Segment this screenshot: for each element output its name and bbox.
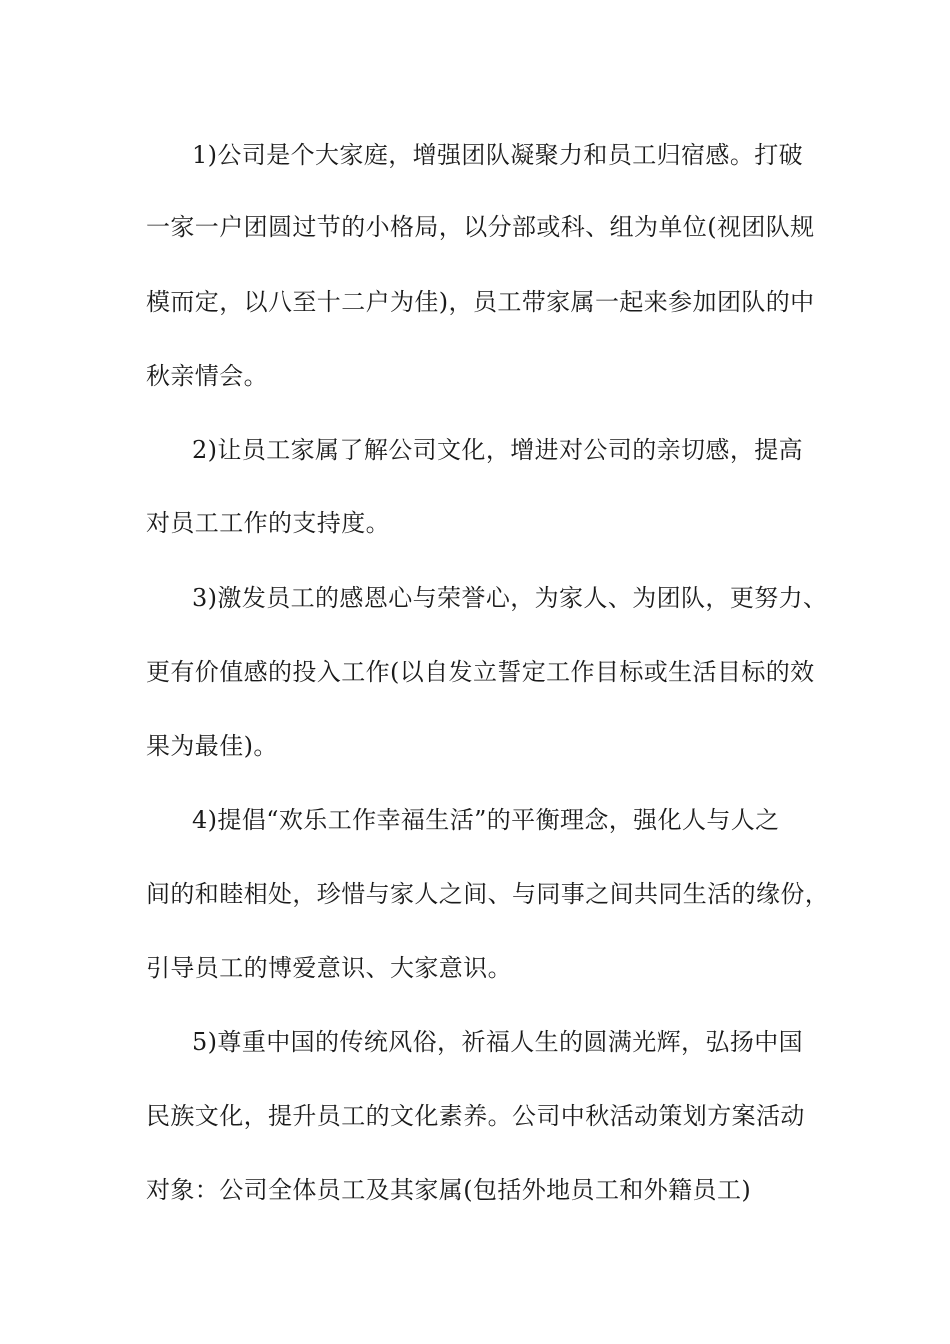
paragraph-3-line-3: 果为最佳)。: [146, 732, 278, 760]
paragraph-1-line-3: 模而定，以八至十二户为佳)，员工带家属一起来参加团队的中: [146, 288, 815, 316]
paragraph-4-line-2: 间的和睦相处，珍惜与家人之间、与同事之间共同生活的缘份，: [146, 880, 830, 908]
paragraph-4-line-3: 引导员工的博爱意识、大家意识。: [146, 954, 512, 982]
paragraph-3-line-2: 更有价值感的投入工作(以自发立誓定工作目标或生活目标的效: [146, 658, 815, 686]
paragraph-1-line-4: 秋亲情会。: [146, 362, 268, 390]
paragraph-4-line-1: 4)提倡“欢乐工作幸福生活”的平衡理念，强化人与人之: [192, 806, 780, 834]
paragraph-5-line-2: 民族文化，提升员工的文化素养。公司中秋活动策划方案活动: [146, 1102, 805, 1130]
paragraph-2-line-2: 对员工工作的支持度。: [146, 509, 390, 537]
paragraph-5-line-1: 5)尊重中国的传统风俗，祈福人生的圆满光辉，弘扬中国: [192, 1028, 804, 1056]
paragraph-1-line-2: 一家一户团圆过节的小格局，以分部或科、组为单位(视团队规: [146, 213, 815, 241]
paragraph-3-line-1: 3)激发员工的感恩心与荣誉心，为家人、为团队，更努力、: [192, 584, 828, 612]
paragraph-1-line-1: 1)公司是个大家庭，增强团队凝聚力和员工归宿感。打破: [192, 141, 804, 169]
paragraph-5-line-3: 对象：公司全体员工及其家属(包括外地员工和外籍员工): [146, 1176, 752, 1204]
paragraph-2-line-1: 2)让员工家属了解公司文化，增进对公司的亲切感，提高: [192, 436, 804, 464]
